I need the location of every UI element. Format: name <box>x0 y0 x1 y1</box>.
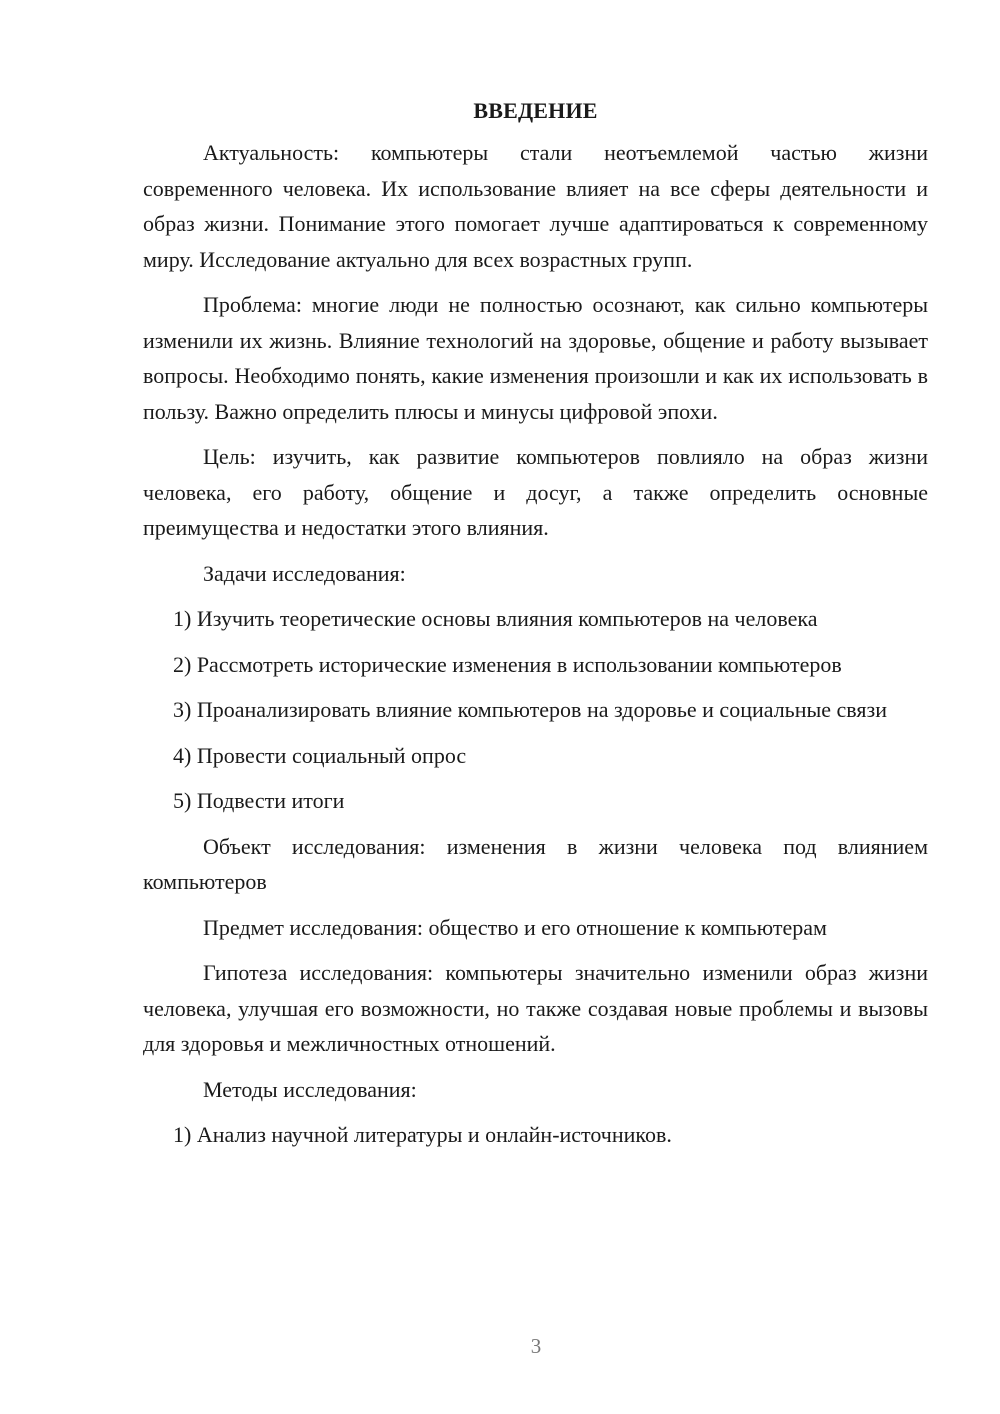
task-item-4: 4) Провести социальный опрос <box>173 742 467 768</box>
paragraph-subject: Предмет исследования: общество и его отношение к компьютерам <box>203 914 827 940</box>
page-number: 3 <box>530 1334 542 1358</box>
document-page <box>143 95 928 1163</box>
method-item-1: 1) Анализ научной литературы и онлайн-источников. <box>173 1122 672 1147</box>
task-item-3: 3) Проанализировать влияние компьютеров на здоровье и социальные связи <box>173 697 887 722</box>
section-heading: ВВЕДЕНИЕ <box>473 98 598 123</box>
paragraph-goal: Цель: изучить, как развитие компьютеров повлияло на образ жизни человека, его работу, общение и досуг, а также определить основные преимущества и недостатки этого влияния. <box>143 444 928 540</box>
paragraph-problem: Проблема: многие люди не полностью осознают, как сильно компьютеры изменили их жизнь. Влияние технологий на здоровье, общение и работу вызывает вопросы. Необходимо понять, какие изменения произошли и как их использовать в пользу. Важно определить плюсы и минусы цифровой эпохи. <box>143 292 928 424</box>
task-item-5: 5) Подвести итоги <box>173 788 345 813</box>
paragraph-hypothesis: Гипотеза исследования: компьютеры значительно изменили образ жизни человека, улучшая его возможности, но также создавая новые проблемы и вызовы для здоровья и межличностных отношений. <box>143 960 928 1056</box>
paragraph-relevance: Актуальность: компьютеры стали неотъемлемой частью жизни современного человека. Их использование влияет на все сферы деятельности и образ жизни. Понимание этого помогает лучше адаптироваться к современному миру. Исследование актуально для всех возрастных групп. <box>143 140 928 272</box>
paragraph-tasks-title: Задачи исследования: <box>203 560 406 586</box>
task-item-2: 2) Рассмотреть исторические изменения в использовании компьютеров <box>173 651 842 677</box>
task-item-1: 1) Изучить теоретические основы влияния компьютеров на человека <box>173 606 818 631</box>
paragraph-methods-title: Методы исследования: <box>203 1076 417 1102</box>
paragraph-object: Объект исследования: изменения в жизни человека под влиянием компьютеров <box>143 833 928 894</box>
